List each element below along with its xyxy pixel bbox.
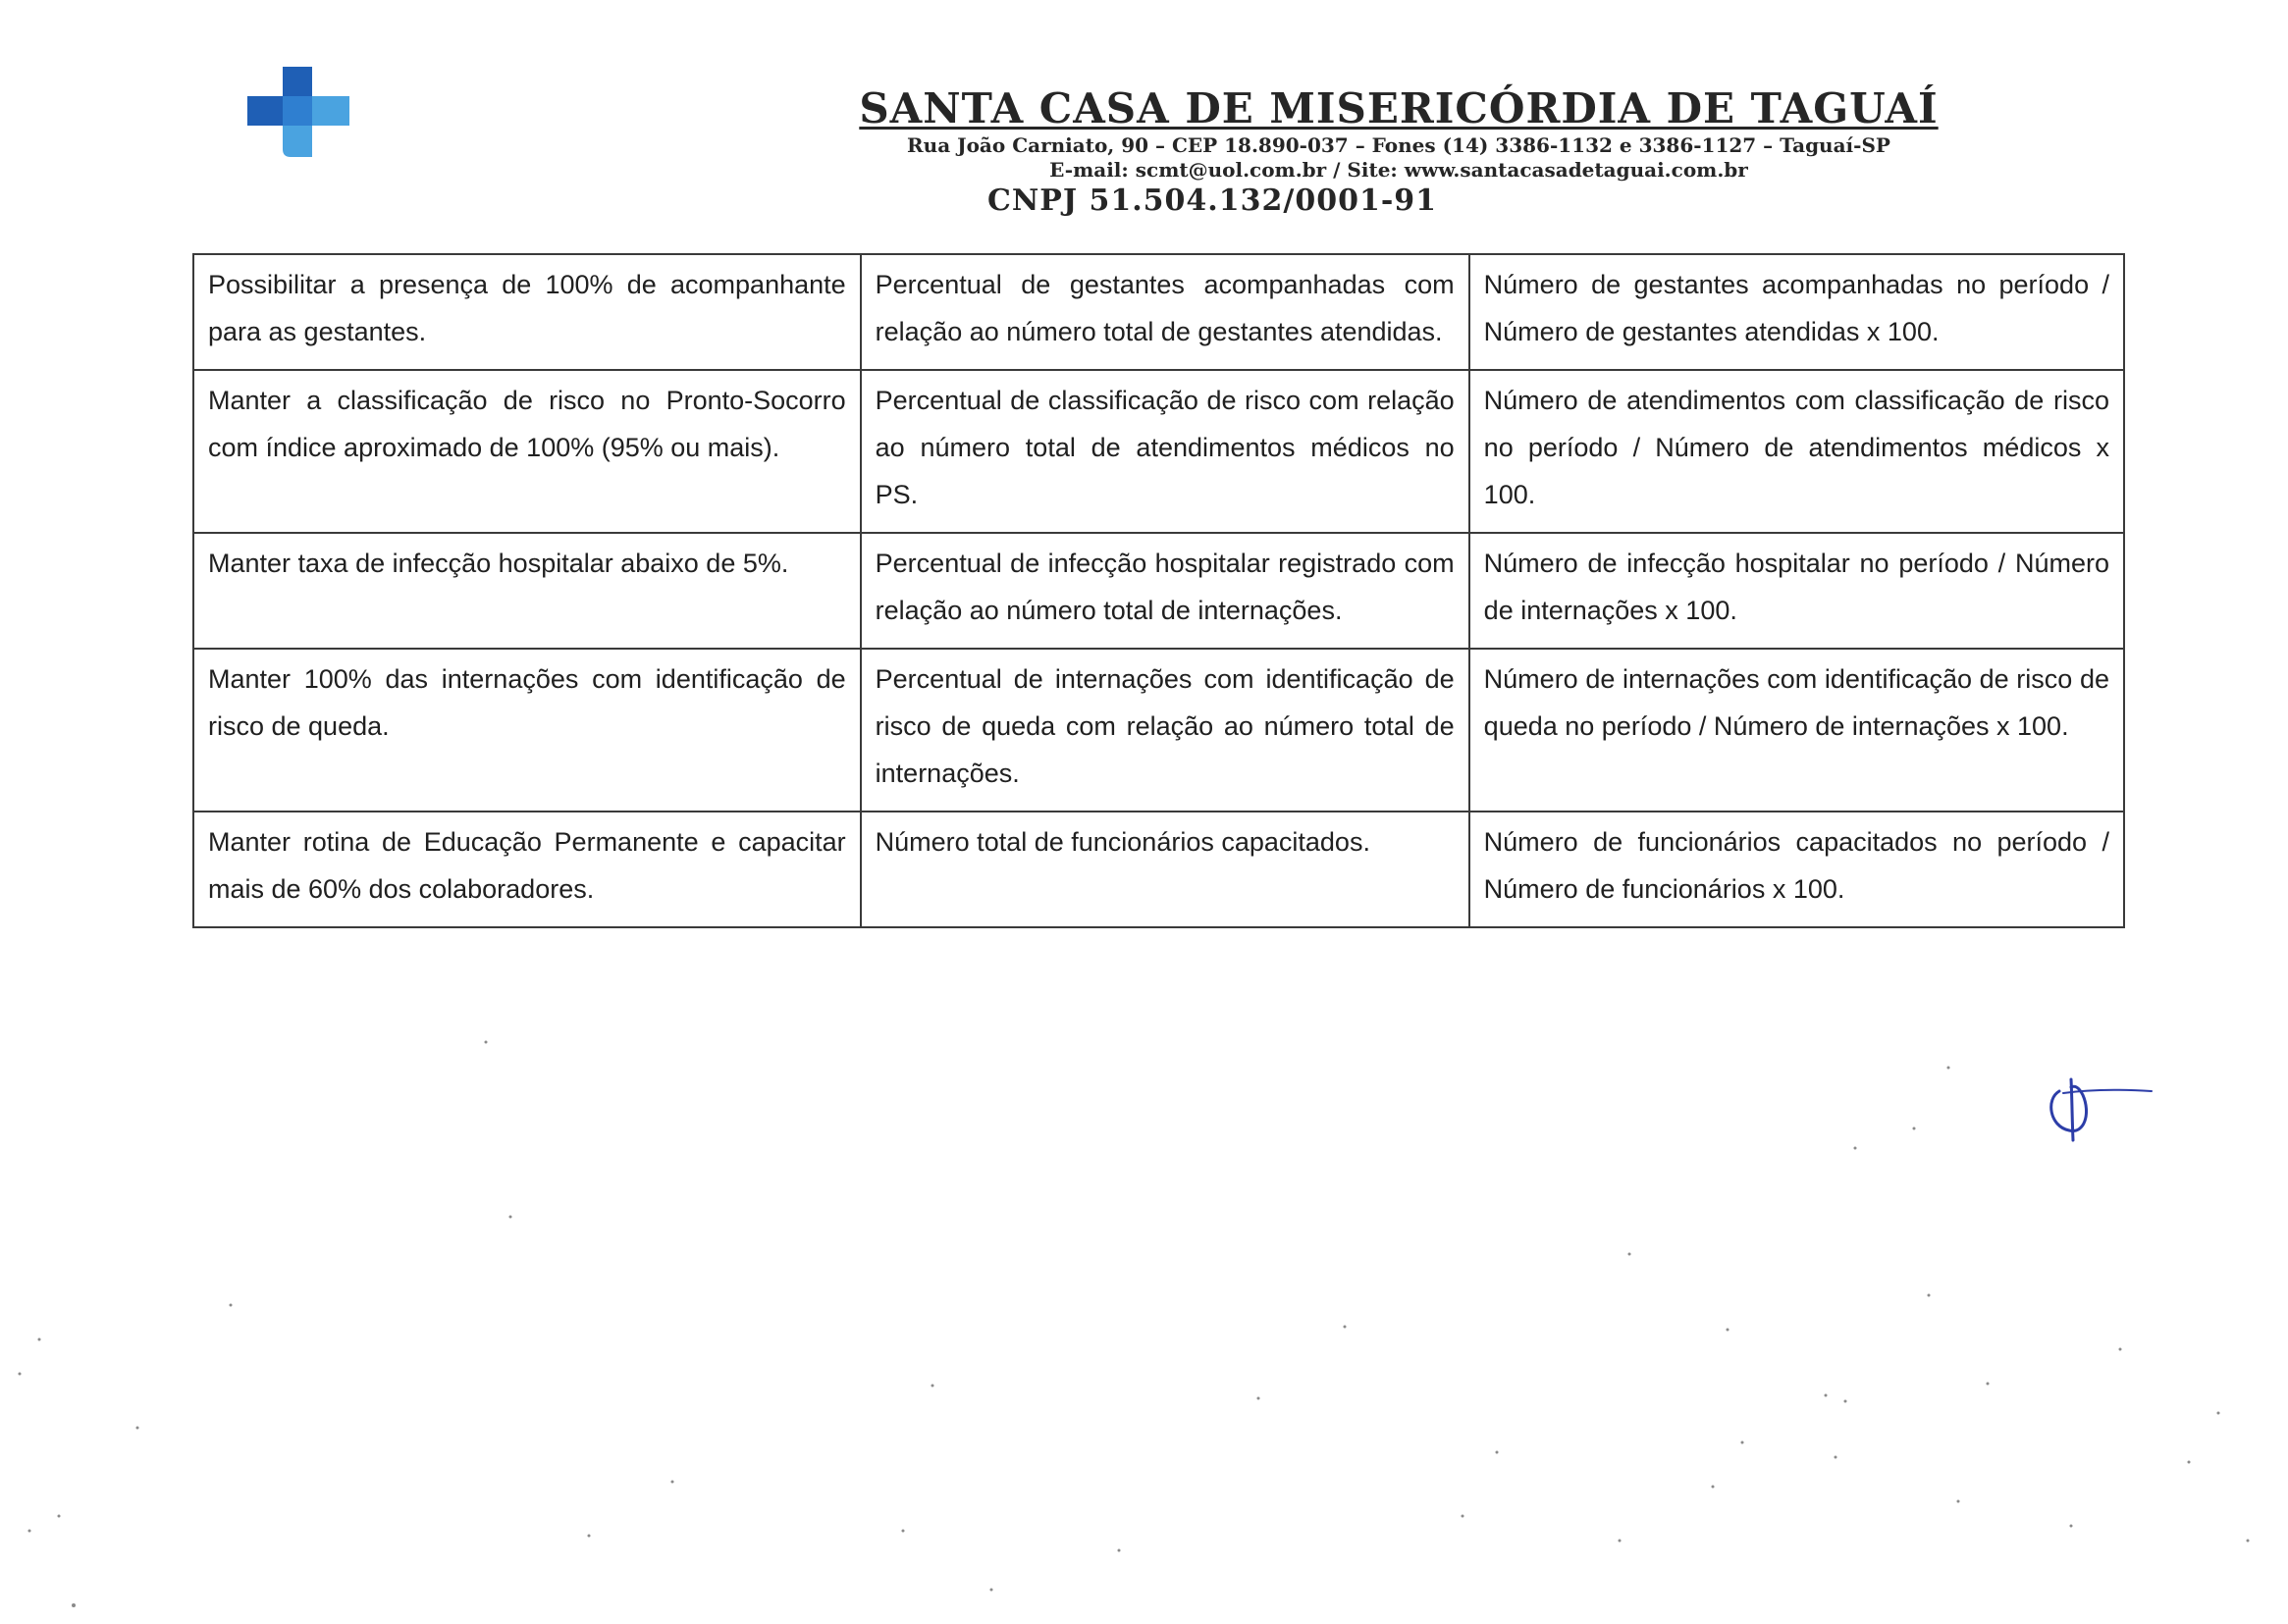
goal-cell: Manter a classificação de risco no Pronto-Socorro com índice aproximado de 100% (95% ou mais).: [193, 370, 861, 533]
indicator-cell: Número total de funcionários capacitados.: [861, 812, 1469, 927]
letterhead-cnpj: CNPJ 51.504.132/0001-91: [986, 183, 1438, 218]
letterhead: [687, 84, 2110, 220]
letterhead-title: SANTA CASA DE MISERICÓRDIA DE TAGUAÍ: [859, 84, 1939, 132]
table-row: [193, 812, 2124, 927]
letterhead-contact: E-mail: scmt@uol.com.br / Site: www.santacasadetaguai.com.br: [1049, 158, 1748, 182]
table-row: [193, 649, 2124, 812]
letterhead-address: Rua João Carniato, 90 – CEP 18.890-037 – Fones (14) 3386-1132 e 3386-1127 – Taguaí-SP: [907, 133, 1890, 157]
indicator-cell: Percentual de infecção hospitalar registrado com relação ao número total de internações.: [861, 533, 1469, 649]
formula-cell: Número de funcionários capacitados no período / Número de funcionários x 100.: [1469, 812, 2124, 927]
formula-cell: Número de infecção hospitalar no período / Número de internações x 100.: [1469, 533, 2124, 649]
indicator-cell: Percentual de internações com identificação de risco de queda com relação ao número total de internações.: [861, 649, 1469, 812]
formula-cell: Número de internações com identificação de risco de queda no período / Número de internações x 100.: [1469, 649, 2124, 812]
table-row: [193, 254, 2124, 370]
signature-mark: [2042, 1070, 2159, 1148]
indicator-cell: Percentual de gestantes acompanhadas com relação ao número total de gestantes atendidas.: [861, 254, 1469, 370]
medical-cross-icon: [247, 67, 349, 157]
formula-cell: Número de atendimentos com classificação de risco no período / Número de atendimentos médicos x 100.: [1469, 370, 2124, 533]
goal-cell: Manter 100% das internações com identificação de risco de queda.: [193, 649, 861, 812]
goal-cell: Possibilitar a presença de 100% de acompanhante para as gestantes.: [193, 254, 861, 370]
goal-cell: Manter rotina de Educação Permanente e capacitar mais de 60% dos colaboradores.: [193, 812, 861, 927]
goals-table: [192, 253, 2125, 928]
goal-cell: Manter taxa de infecção hospitalar abaixo de 5%.: [193, 533, 861, 649]
table-row: [193, 370, 2124, 533]
formula-cell: Número de gestantes acompanhadas no período / Número de gestantes atendidas x 100.: [1469, 254, 2124, 370]
table-row: [193, 533, 2124, 649]
indicator-cell: Percentual de classificação de risco com relação ao número total de atendimentos médicos no PS.: [861, 370, 1469, 533]
